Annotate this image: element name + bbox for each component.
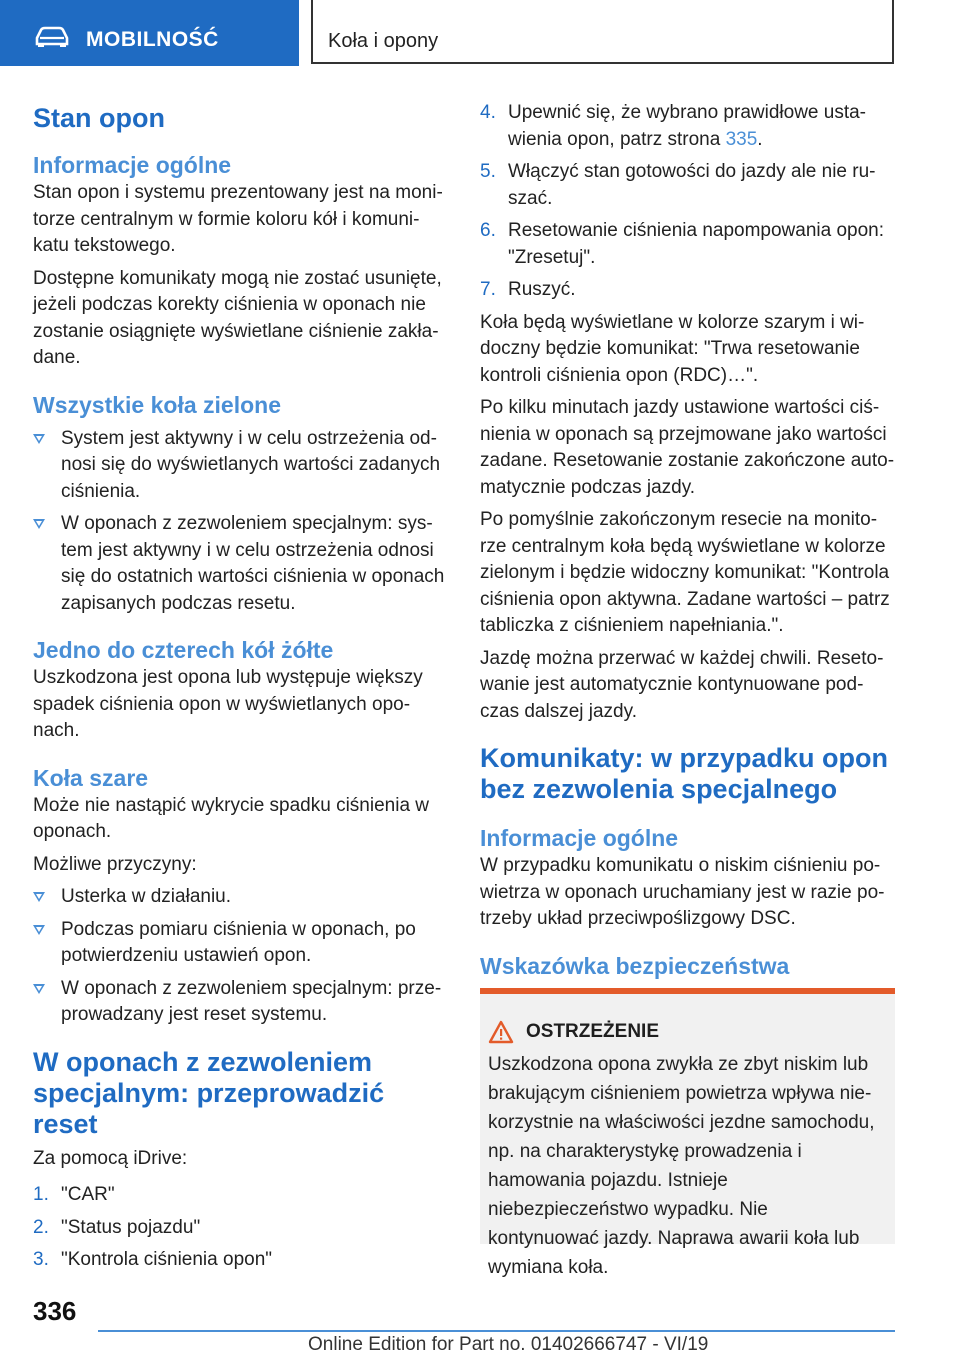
bullet-list	[33, 426, 448, 618]
warning-label: OSTRZEŻENIE	[526, 1021, 660, 1042]
step-list	[33, 1182, 448, 1274]
section-tab-label: MOBILNOŚĆ	[86, 28, 219, 51]
triangle-bullet-icon	[33, 925, 45, 935]
paragraph: Uszkodzona jest opona lub występuje większy spadek ciśnienia opon w wyświetlanych oponach.	[33, 667, 423, 741]
paragraph: Możliwe przyczyny:	[33, 853, 197, 875]
triangle-bullet-icon	[33, 519, 45, 529]
list-item: 4. Upewnić się, że wybrano prawidłowe ustawienia opon, patrz strona 335.	[480, 102, 866, 150]
heading-messages: Komunikaty: w przypadku opon bez zezwolenia specjalnego	[480, 743, 889, 804]
paragraph: Koła będą wyświetlane w kolorze szarym i widoczny będzie komunikat: "Trwa resetowanie kontroli ciśnienia opon (RDC)…".	[480, 311, 865, 386]
paragraph: Stan opon i systemu prezentowany jest na monitorze centralnym w formie koloru kół i komunikatu tekstowego.	[33, 182, 443, 256]
list-item: 2. "Status pojazdu"	[33, 1216, 201, 1238]
list-item: 7. Ruszyć.	[480, 279, 576, 300]
warning-icon	[488, 1020, 514, 1044]
paragraph: W przypadku komunikatu o niskim ciśnieniu powietrza w oponach uruchamiany jest w razie potrzeby układ przeciwpoślizgowy DSC.	[480, 855, 885, 929]
list-item: Podczas pomiaru ciśnienia w oponach, po potwierdzeniu ustawień opon.	[33, 917, 448, 970]
section-tab	[0, 0, 299, 66]
list-item: W oponach z zezwoleniem specjalnym: przeprowadzany jest reset systemu.	[33, 976, 448, 1029]
left-column	[33, 100, 448, 1274]
page-title: Stan opon	[33, 103, 165, 133]
paragraph: Za pomocą iDrive:	[33, 1147, 188, 1169]
page-link[interactable]: 335	[725, 128, 758, 150]
paragraph: Może nie nastąpić wykrycie spadku ciśnienia w oponach.	[33, 794, 430, 842]
triangle-bullet-icon	[33, 434, 45, 444]
footer-divider	[98, 1330, 895, 1332]
heading-grey-wheels: Koła szare	[33, 764, 149, 791]
warning-box	[480, 988, 895, 1278]
list-item: 5. Włączyć stan gotowości do jazdy ale nie ruszać.	[480, 161, 876, 209]
list-item: 1. "CAR"	[33, 1184, 115, 1205]
paragraph: Dostępne komunikaty mogą nie zostać usunięte, jeżeli podczas korekty ciśnienia w oponach nie zostanie osiągnięte wyświetlane ciśnienie zakładane.	[33, 267, 442, 368]
footer-edition: Online Edition for Part no. 01402666747 - VI/19	[308, 1334, 709, 1355]
heading-general-info: Informacje ogólne	[33, 152, 232, 178]
warning-header	[488, 1020, 659, 1044]
triangle-bullet-icon	[33, 892, 45, 902]
heading-yellow-wheels: Jedno do czterech kół żółte	[33, 637, 334, 663]
heading-general-info: Informacje ogólne	[480, 825, 679, 851]
step-list	[480, 100, 895, 304]
breadcrumb-label: Koła i opony	[328, 30, 439, 52]
breadcrumb	[311, 0, 894, 64]
list-item: W oponach z zezwoleniem specjalnym: system jest aktywny i w celu ostrzeżenia odnosi się do ostatnich wartości ciśnienia w oponach zapisanych podczas resetu.	[33, 511, 448, 617]
list-item: 6. Resetowanie ciśnienia napompowania opon: "Zresetuj".	[480, 220, 885, 268]
warning-text: Uszkodzona opona zwykła ze zbyt niskim lub brakującym ciśnieniem powietrza wpływa niekorzystnie na właściwości jezdne samochodu, np. na charakterystykę prowadzenia i hamowania pojazdu. Istnieje niebezpieczeństwo wypadku. Nie kontynuować jazdy. Naprawa awarii koła lub wymiana koła.	[488, 1054, 875, 1278]
heading-all-wheels-green: Wszystkie koła zielone	[33, 391, 281, 418]
bullet-list	[33, 884, 448, 1029]
paragraph: Po kilku minutach jazdy ustawione wartości ciśnienia w oponach są przejmowane jako wartości zadane. Resetowanie zostanie zakończone automatycznie podczas jazdy.	[480, 397, 895, 498]
car-icon	[34, 26, 70, 48]
heading-reset-special-tires: W oponach z zezwoleniem specjalnym: przeprowadzić reset	[33, 1046, 385, 1139]
list-item: Usterka w działaniu.	[33, 884, 448, 911]
list-item: 3. "Kontrola ciśnienia opon"	[33, 1249, 273, 1270]
triangle-bullet-icon	[33, 984, 45, 994]
page-number: 336	[33, 1296, 77, 1326]
right-column	[480, 100, 895, 981]
list-item: System jest aktywny i w celu ostrzeżenia odnosi się do wyświetlanych wartości zadanych ciśnienia.	[33, 426, 448, 506]
paragraph: Jazdę można przerwać w każdej chwili. Resetowanie jest automatycznie kontynuowane podczas dalszej jazdy.	[480, 647, 884, 722]
paragraph: Po pomyślnie zakończonym resecie na monitorze centralnym koła będą wyświetlane w kolorze zielonym i będzie widoczny komunikat: "Kontrola ciśnienia opon aktywna. Zadane wartości – patrz tabliczka z ciśnieniem napełniania.".	[480, 509, 890, 636]
heading-safety-note: Wskazówka bezpieczeństwa	[480, 952, 790, 979]
